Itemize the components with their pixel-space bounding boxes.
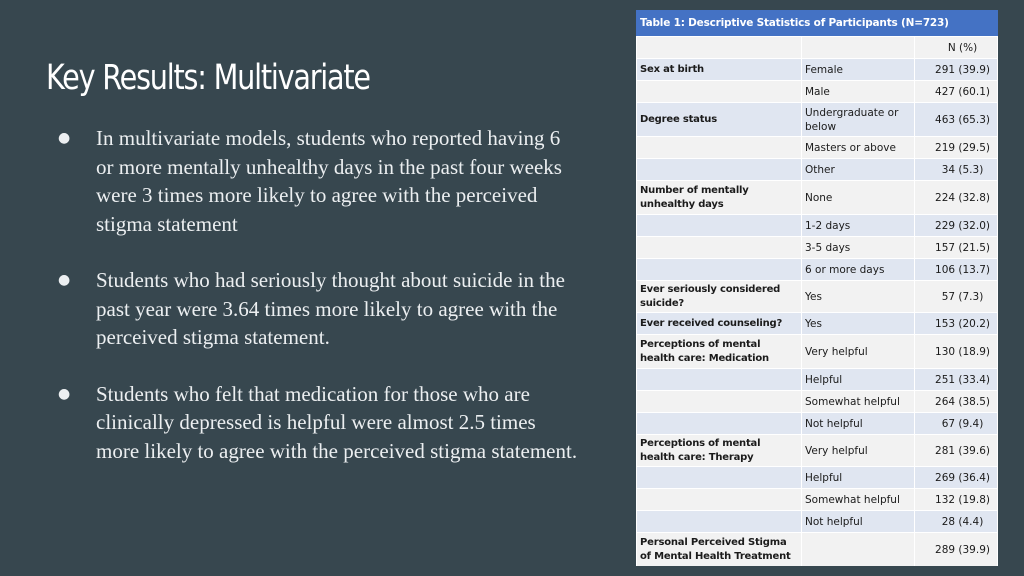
- category-cell: Female: [802, 59, 915, 81]
- header-cell: N (%): [915, 37, 998, 59]
- descriptive-statistics-table: [636, 10, 998, 566]
- row-label-cell: Ever received counseling?: [637, 313, 802, 335]
- table-row: [637, 81, 998, 103]
- bullet-item: [58, 266, 578, 352]
- table-row: [637, 159, 998, 181]
- row-label-cell: Number of mentally unhealthy days: [637, 181, 802, 215]
- table-row: [637, 511, 998, 533]
- row-label-cell: Perceptions of mental health care: Medication: [637, 335, 802, 369]
- row-label-cell: Ever seriously considered suicide?: [637, 281, 802, 313]
- value-cell: 264 (38.5): [915, 391, 998, 413]
- value-cell: 67 (9.4): [915, 413, 998, 435]
- value-cell: 34 (5.3): [915, 159, 998, 181]
- table-row: [637, 435, 998, 467]
- row-label-cell: [637, 159, 802, 181]
- value-cell: 130 (18.9): [915, 335, 998, 369]
- value-cell: 224 (32.8): [915, 181, 998, 215]
- category-cell: Not helpful: [802, 413, 915, 435]
- table-row: [637, 103, 998, 137]
- table-row: [637, 335, 998, 369]
- value-cell: 28 (4.4): [915, 511, 998, 533]
- category-cell: 6 or more days: [802, 259, 915, 281]
- row-label-cell: Degree status: [637, 103, 802, 137]
- bullet-item: [58, 380, 578, 466]
- table-row: [637, 59, 998, 81]
- table-row: [637, 281, 998, 313]
- header-cell: [802, 37, 915, 59]
- table-row: [637, 369, 998, 391]
- value-cell: 291 (39.9): [915, 59, 998, 81]
- row-label-cell: [637, 511, 802, 533]
- row-label-cell: [637, 215, 802, 237]
- category-cell: Yes: [802, 281, 915, 313]
- table-row: [637, 181, 998, 215]
- bullet-marker: ●: [58, 272, 71, 288]
- table-row: [637, 237, 998, 259]
- value-cell: 269 (36.4): [915, 467, 998, 489]
- value-cell: 229 (32.0): [915, 215, 998, 237]
- row-label-cell: [637, 489, 802, 511]
- value-cell: 427 (60.1): [915, 81, 998, 103]
- bullet-text: Students who felt that medication for those who are clinically depressed is helpful were almost 2.5 times more likely to agree with the perceived stigma statement.: [96, 381, 578, 463]
- table-row: [637, 489, 998, 511]
- category-cell: Not helpful: [802, 511, 915, 533]
- category-cell: Very helpful: [802, 335, 915, 369]
- row-label-cell: [637, 413, 802, 435]
- value-cell: 463 (65.3): [915, 103, 998, 137]
- category-cell: Helpful: [802, 467, 915, 489]
- value-cell: 153 (20.2): [915, 313, 998, 335]
- row-label-cell: [637, 237, 802, 259]
- value-cell: 251 (33.4): [915, 369, 998, 391]
- header-cell: [637, 37, 802, 59]
- slide-title: Key Results: Multivariate: [46, 58, 370, 98]
- table-row: [637, 137, 998, 159]
- category-cell: Male: [802, 81, 915, 103]
- value-cell: 281 (39.6): [915, 435, 998, 467]
- bullet-marker: ●: [58, 130, 71, 146]
- row-label-cell: Sex at birth: [637, 59, 802, 81]
- row-label-cell: [637, 391, 802, 413]
- category-cell: Other: [802, 159, 915, 181]
- value-cell: 132 (19.8): [915, 489, 998, 511]
- row-label-cell: [637, 467, 802, 489]
- bullet-text: In multivariate models, students who reported having 6 or more mentally unhealthy days in the past four weeks were 3 times more likely to agree with the perceived stigma statement: [96, 126, 562, 236]
- row-label-cell: [637, 259, 802, 281]
- category-cell: Helpful: [802, 369, 915, 391]
- category-cell: None: [802, 181, 915, 215]
- category-cell: Somewhat helpful: [802, 489, 915, 511]
- category-cell: 1-2 days: [802, 215, 915, 237]
- bullet-list: [58, 124, 578, 493]
- category-cell: [802, 533, 915, 567]
- row-label-cell: [637, 137, 802, 159]
- table-row: [637, 313, 998, 335]
- value-cell: 219 (29.5): [915, 137, 998, 159]
- statistics-table: [636, 36, 998, 566]
- value-cell: 157 (21.5): [915, 237, 998, 259]
- bullet-marker: ●: [58, 385, 71, 402]
- table-body: [637, 37, 998, 567]
- table-header-row: [637, 37, 998, 59]
- category-cell: Yes: [802, 313, 915, 335]
- table-row: [637, 467, 998, 489]
- row-label-cell: [637, 81, 802, 103]
- table-row: [637, 215, 998, 237]
- value-cell: 289 (39.9): [915, 533, 998, 567]
- value-cell: 57 (7.3): [915, 281, 998, 313]
- category-cell: Somewhat helpful: [802, 391, 915, 413]
- table-caption: Table 1: Descriptive Statistics of Participants (N=723): [636, 10, 998, 36]
- category-cell: Undergraduate or below: [802, 103, 915, 137]
- row-label-cell: [637, 369, 802, 391]
- bullet-text: Students who had seriously thought about suicide in the past year were 3.64 times more likely to agree with the perceived stigma statement.: [96, 268, 565, 349]
- table-row: [637, 533, 998, 567]
- category-cell: Very helpful: [802, 435, 915, 467]
- category-cell: Masters or above: [802, 137, 915, 159]
- table-row: [637, 391, 998, 413]
- row-label-cell: Perceptions of mental health care: Therapy: [637, 435, 802, 467]
- table-row: [637, 259, 998, 281]
- row-label-cell: Personal Perceived Stigma of Mental Health Treatment: [637, 533, 802, 567]
- bullet-item: [58, 124, 578, 238]
- category-cell: 3-5 days: [802, 237, 915, 259]
- value-cell: 106 (13.7): [915, 259, 998, 281]
- table-row: [637, 413, 998, 435]
